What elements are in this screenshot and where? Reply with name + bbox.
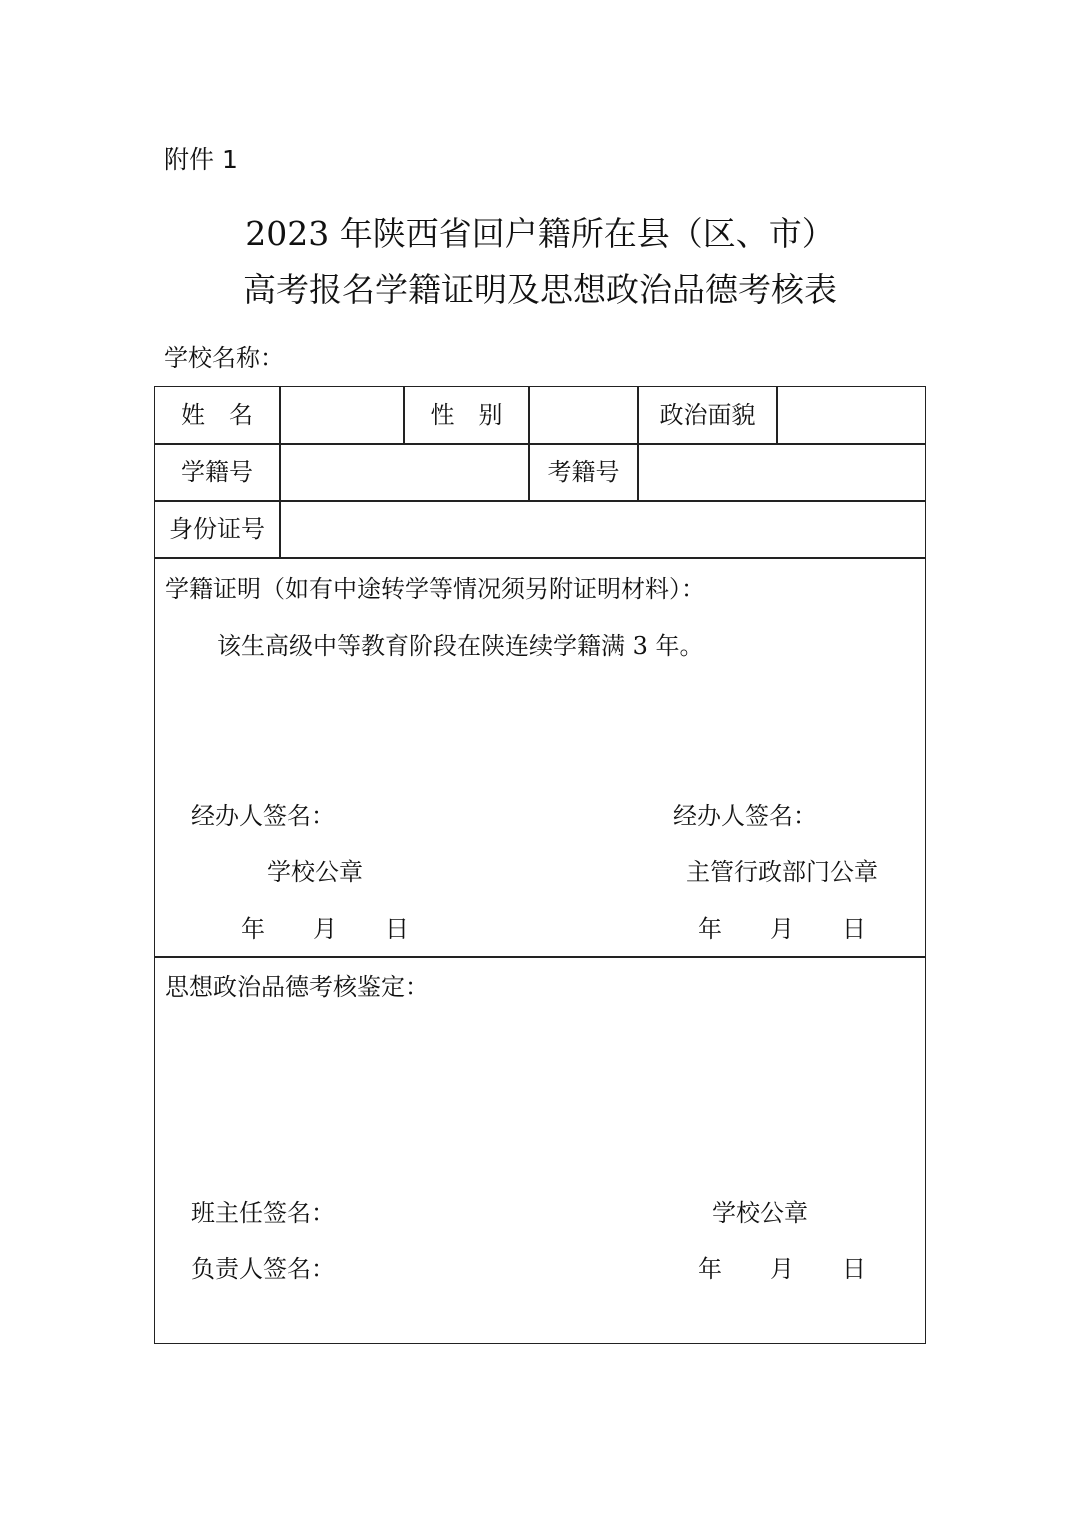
enrollment-left-signer-label: 经办人签名：: [191, 802, 335, 830]
form-title-line-2: 高考报名学籍证明及思想政治品德考核表: [243, 270, 837, 309]
form-table: [154, 386, 926, 1344]
exam-id-label: 考籍号: [547, 458, 620, 486]
enrollment-proof-heading: 学籍证明（如有中途转学等情况须另附证明材料）：: [165, 575, 705, 603]
enrollment-right-date: 年 月 日: [698, 915, 866, 943]
attachment-label: 附件 1: [164, 145, 238, 174]
row-divider: [155, 557, 925, 559]
enrollment-left-date: 年 月 日: [241, 915, 409, 943]
school-name-label: 学校名称：: [164, 344, 284, 372]
moral-date: 年 月 日: [698, 1255, 866, 1283]
name-field[interactable]: [281, 389, 402, 442]
department-seal-label: 主管行政部门公章: [686, 858, 878, 886]
school-seal-label: 学校公章: [267, 858, 363, 886]
exam-id-field[interactable]: [639, 445, 923, 499]
political-status-field[interactable]: [778, 389, 923, 442]
moral-evaluation-heading: 思想政治品德考核鉴定：: [165, 973, 429, 1001]
moral-school-seal-label: 学校公章: [712, 1199, 808, 1227]
row-divider: [155, 956, 925, 958]
id-card-field[interactable]: [281, 502, 923, 556]
enrollment-right-signer-label: 经办人签名：: [673, 802, 817, 830]
student-id-field[interactable]: [281, 445, 527, 499]
gender-label: 性 别: [430, 401, 503, 429]
id-card-label: 身份证号: [169, 515, 265, 543]
student-id-label: 学籍号: [181, 458, 253, 486]
gender-field[interactable]: [530, 389, 636, 442]
head-teacher-signature-label: 班主任签名：: [191, 1199, 335, 1227]
form-title-line-1: 2023 年陕西省回户籍所在县（区、市）: [245, 214, 835, 253]
enrollment-statement: 该生高级中等教育阶段在陕连续学籍满 3 年。: [217, 632, 704, 660]
political-status-label: 政治面貌: [659, 401, 756, 429]
name-label: 姓 名: [181, 401, 253, 429]
responsible-person-signature-label: 负责人签名：: [191, 1255, 335, 1283]
